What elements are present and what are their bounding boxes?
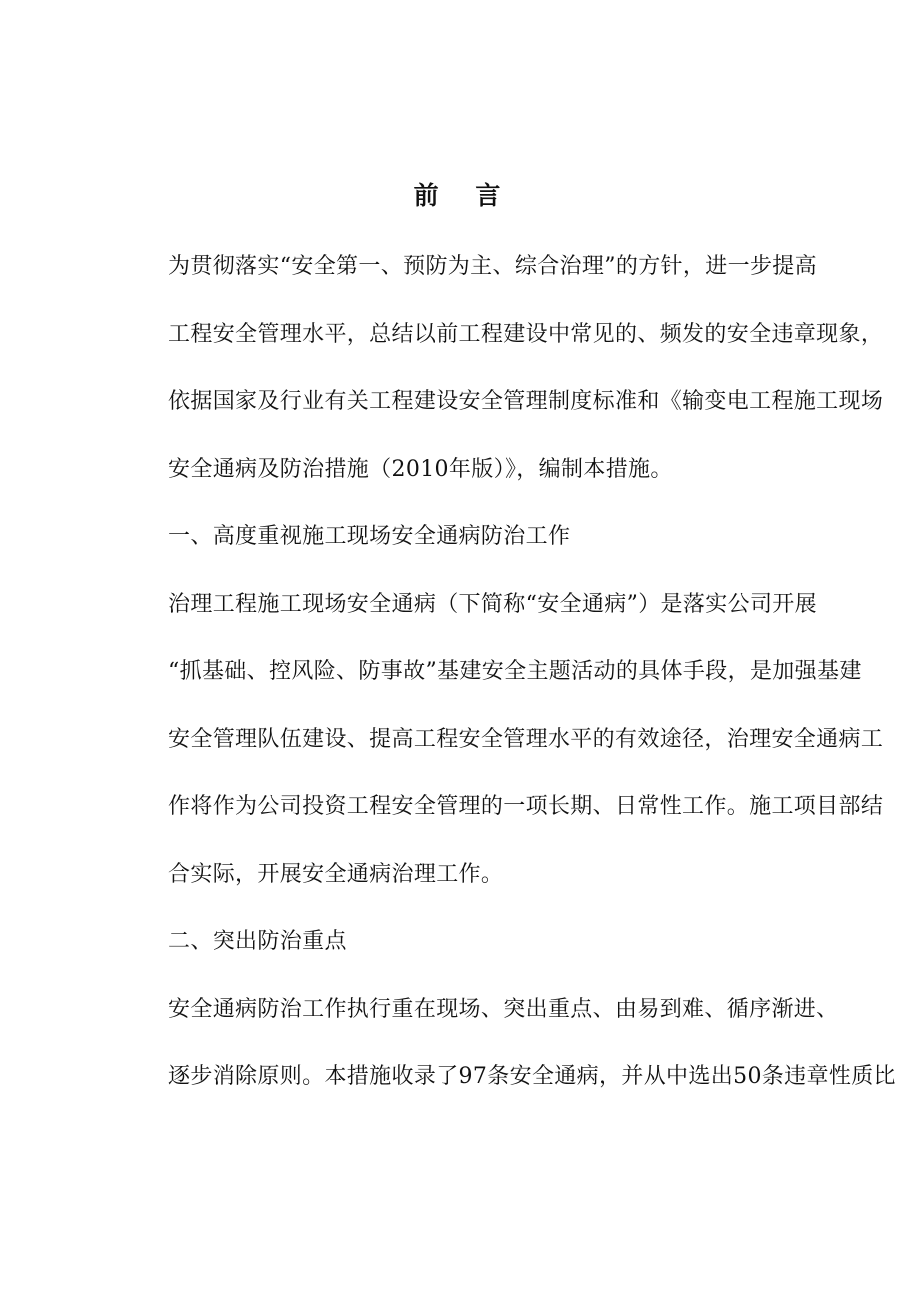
text-line: 合实际，开展安全通病治理工作。 bbox=[168, 861, 504, 887]
text-line: “抓基础、控风险、防事故”基建安全主题活动的具体手段，是加强基建 bbox=[168, 659, 862, 684]
text-line: 逐步消除原则。本措施收录了97条安全通病，并从中选出50条违章性质比 bbox=[168, 1064, 896, 1089]
section-heading-2 bbox=[124, 908, 804, 976]
text-line: 治理工程施工现场安全通病（下简称“安全通病”）是落实公司开展 bbox=[168, 591, 817, 617]
page-title: 前 言 bbox=[413, 181, 515, 210]
text-line: 工程安全管理水平，总结以前工程建设中常见的、频发的安全违章现象， bbox=[168, 321, 884, 347]
document-body bbox=[124, 233, 896, 1111]
text-line: 作将作为公司投资工程安全管理的一项长期、日常性工作。施工项目部结 bbox=[168, 794, 884, 819]
section-heading-1 bbox=[124, 503, 804, 571]
text-line: 安全管理队伍建设、提高工程安全管理水平的有效途径，治理安全通病工 bbox=[168, 726, 884, 752]
paragraph-section-2 bbox=[124, 976, 896, 1111]
paragraph-intro bbox=[124, 233, 884, 503]
text-line: 依据国家及行业有关工程建设安全管理制度标准和《输变电工程施工现场 bbox=[168, 389, 884, 414]
section-heading-text: 二、突出防治重点 bbox=[168, 929, 347, 954]
text-line: 安全通病及防治措施（2010年版）》，编制本措施。 bbox=[168, 456, 673, 482]
paragraph-section-1 bbox=[124, 571, 884, 909]
text-line: 为贯彻落实“安全第一、预防为主、综合治理”的方针，进一步提高 bbox=[168, 254, 817, 279]
section-heading-text: 一、高度重视施工现场安全通病防治工作 bbox=[168, 524, 571, 549]
text-line: 安全通病防治工作执行重在现场、突出重点、由易到难、循序渐进、 bbox=[168, 996, 839, 1022]
